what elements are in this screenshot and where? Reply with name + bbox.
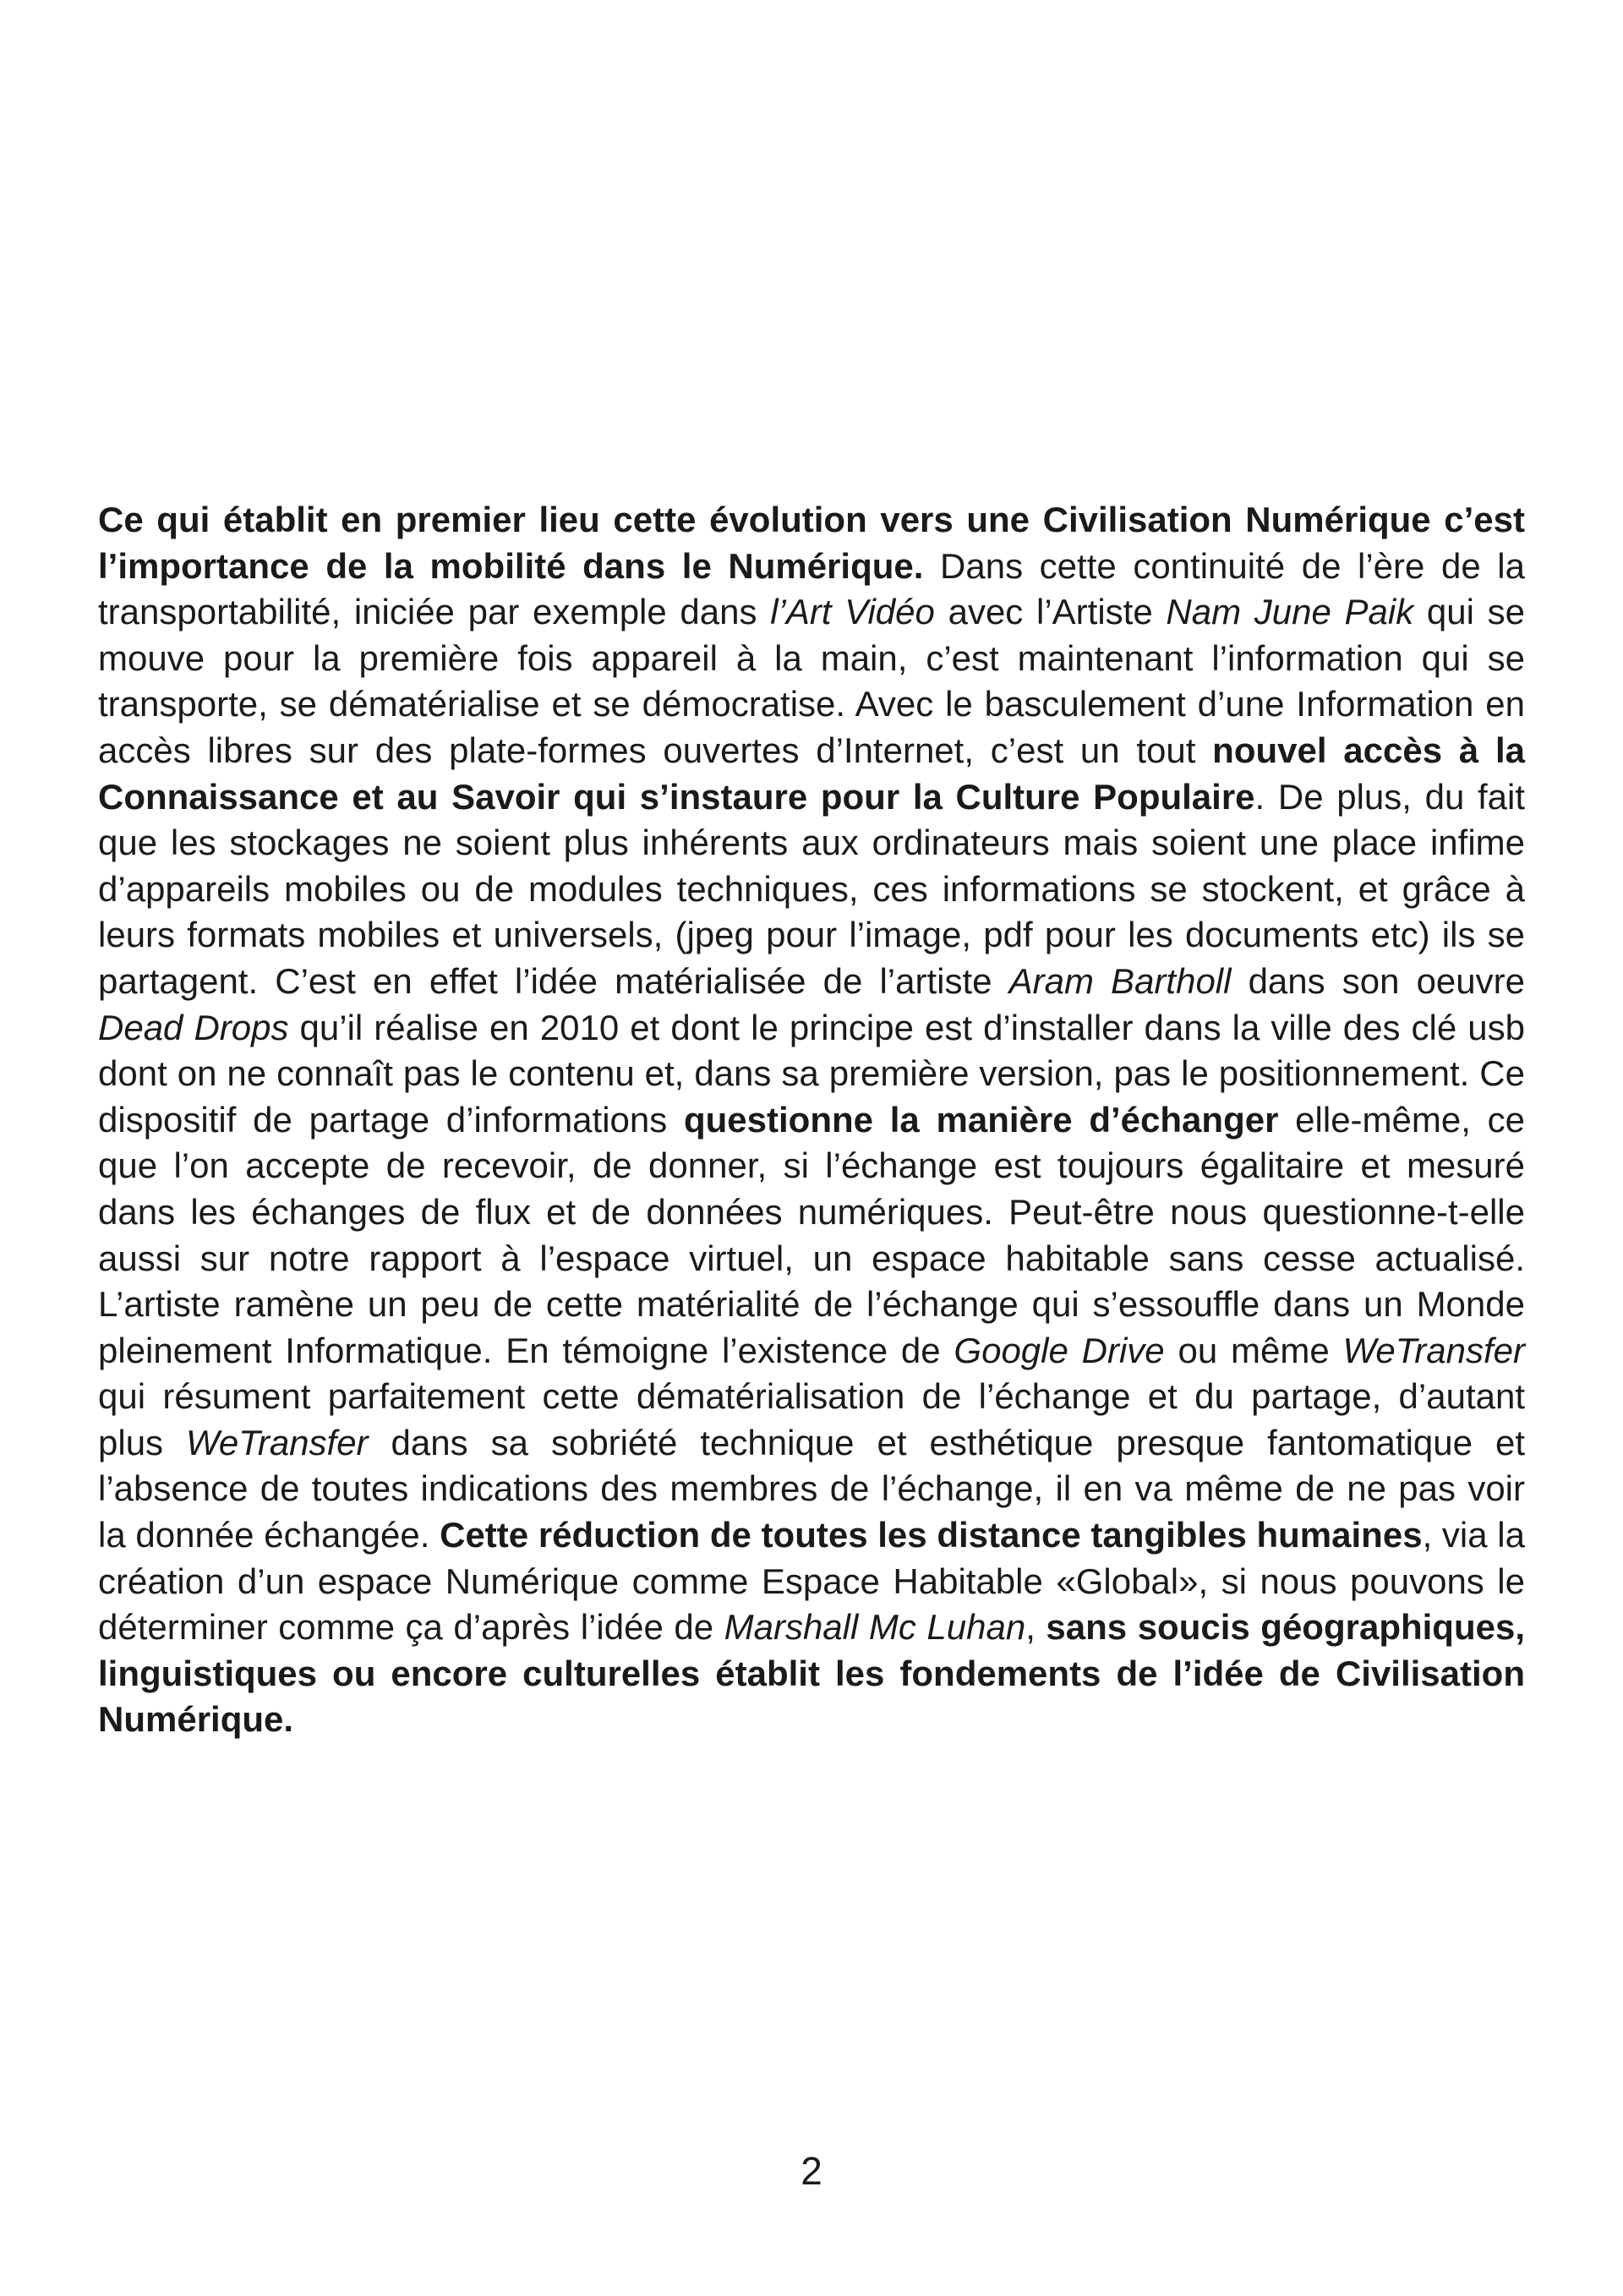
text-run: Dans cette continuité de l’ère de la transportabilité, iniciée par exemple dans — [98, 545, 1525, 632]
text-run: elle-même, ce que l’on accepte de recevoir, de donner, si l’échange est toujours égalitaire et mesuré dans les échanges de flux et de données numériques. Peut-être nous questionne-t-elle aussi sur notre rapport à l’espace virtuel, un espace habitable sans cesse actualisé. L’artiste ramène un peu de cette matérialité de l’échange qui s’essouffle dans un Monde pleinement Informatique. En témoigne l’existence de — [98, 1099, 1526, 1370]
text-run: qu’il réalise en 2010 et dont le principe est d’installer dans la ville des clé usb dont on ne connaît pas le contenu et, dans sa première version, pas le positionnement. Ce dispositif de partage d’informations — [98, 1007, 1525, 1140]
text-run: dans sa sobriété technique et esthétique presque fantomatique et l’absence de toutes indications des membres de l’échange, il en va même de ne pas voir la donnée échangée. — [98, 1422, 1525, 1555]
italic-run: Aram Bartholl — [1008, 960, 1232, 1001]
text-run: ou même — [1164, 1330, 1343, 1370]
bold-run: questionne la manière d’échanger — [684, 1099, 1279, 1140]
text-run: avec l’Artiste — [934, 592, 1167, 632]
bold-run: Cette réduction de toutes les distance tangibles humaines — [440, 1515, 1423, 1555]
bold-run: nouvel accès à la Connaissance et au Savoir qui s’instaure pour la Culture Populaire — [98, 730, 1525, 817]
text-run: . De plus, du fait que les stockages ne soient plus inhérents aux ordinateurs mais soient une place infime d’appareils mobiles ou de modules techniques, ces informations se stockent, et grâce à leurs formats mobiles et universels, (jpeg pour l’image, pdf pour les documents etc) ils se partagent. C’est en effet l’idée matérialisée de l’artiste — [98, 776, 1525, 1001]
text-run: , — [1025, 1607, 1046, 1648]
text-run: , via la création d’un espace Numérique comme Espace Habitable «Global», si nous pouvons le déterminer comme ça d’après l’idée de — [98, 1515, 1526, 1648]
italic-run: WeTransfer — [1342, 1330, 1526, 1370]
text-run: qui se mouve pour la première fois appareil à la main, c’est maintenant l’information qui se transporte, se dématérialise et se démocratise. Avec le basculement d’une Information en accès libres sur des plate-formes ouvertes d’Internet, c’est un tout — [98, 592, 1526, 770]
italic-run: Google Drive — [954, 1330, 1165, 1370]
body-paragraph — [98, 497, 1525, 1743]
italic-run: Dead Drops — [98, 1007, 289, 1047]
text-run: qui résument parfaitement cette dématérialisation de l’échange et du partage, d’autant plus — [98, 1376, 1525, 1462]
bold-run: sans soucis géographiques, linguistiques ou encore culturelles établit les fondements de l’idée de Civilisation Numérique. — [98, 1607, 1526, 1740]
page-number: 2 — [801, 2149, 822, 2193]
italic-run: l’Art Vidéo — [770, 592, 935, 632]
italic-run: Marshall Mc Luhan — [724, 1607, 1026, 1648]
italic-run: WeTransfer — [186, 1422, 369, 1462]
bold-run: Ce qui établit en premier lieu cette évolution vers une Civilisation Numérique c’est l’importance de la mobilité dans le Numérique. — [98, 500, 1525, 586]
italic-run: Nam June Paik — [1166, 592, 1414, 632]
text-run: dans son oeuvre — [1231, 960, 1525, 1001]
